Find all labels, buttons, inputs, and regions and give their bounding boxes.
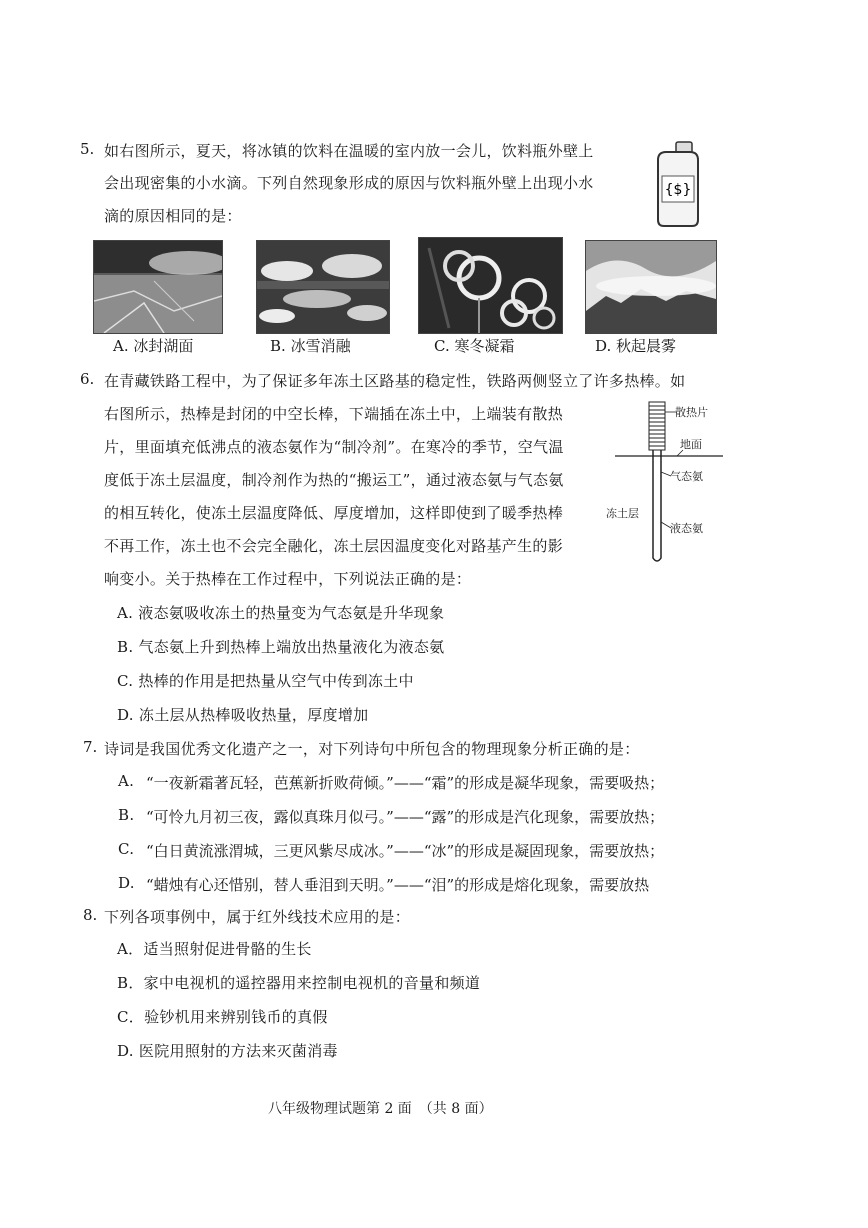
q6-option-b: B. 气态氨上升到热棒上端放出热量液化为液态氨: [117, 638, 445, 656]
q6-line-4: 度低于冻土层温度，制冷剂作为热的“搬运工”，通过液态氨与气态氨: [104, 471, 564, 489]
heat-pipe-diagram: [605, 398, 725, 568]
svg-text:{$}: {$}: [664, 182, 692, 198]
q6-option-c: C. 热棒的作用是把热量从空气中传到冻土中: [117, 672, 414, 690]
label-liquid-ammonia: 液态氨: [670, 522, 703, 535]
q6-option-d: D. 冻土层从热棒吸收热量，厚度增加: [117, 706, 369, 724]
q8-option-b: B．家中电视机的遥控器用来控制电视机的音量和频道: [117, 974, 481, 992]
q7-option-c-letter: C.: [118, 840, 135, 858]
q6-line-2: 右图所示，热棒是封闭的中空长棒，下端插在冻土中，上端装有散热: [104, 405, 564, 423]
label-fins: 散热片: [675, 406, 708, 419]
q7-option-b-letter: B.: [118, 806, 135, 824]
q7-option-b-text: “可怜九月初三夜，露似真珠月似弓。”——“露”的形成是汽化现象，需要放热；: [146, 808, 665, 826]
q6-number: 6.: [80, 370, 95, 388]
q6-option-a: A. 液态氨吸收冻土的热量变为气态氨是升华现象: [117, 604, 445, 622]
q8-option-d: D. 医院用照射的方法来灭菌消毒: [117, 1042, 338, 1060]
q5-option-b: B. 冰雪消融: [270, 337, 351, 355]
q5-line-1: 如右图所示，夏天，将冰镇的饮料在温暖的室内放一会儿，饮料瓶外壁上: [104, 142, 594, 160]
q6-line-5: 的相互转化，使冻土层温度降低、厚度增加，这样即使到了暖季热棒: [104, 504, 564, 522]
q5-option-c: C. 寒冬凝霜: [434, 337, 515, 355]
q7-option-a-letter: A.: [118, 772, 135, 790]
q7-option-d-text: “蜡烛有心还惜别，替人垂泪到天明。”——“泪”的形成是熔化现象，需要放热: [146, 876, 650, 894]
q5-number: 5.: [80, 140, 95, 158]
q6-line-3: 片，里面填充低沸点的液态氨作为“制冷剂”。在寒冷的季节，空气温: [104, 438, 564, 456]
label-ground: 地面: [680, 438, 702, 451]
photo-morning-fog: [585, 240, 717, 334]
q5-line-3: 滴的原因相同的是：: [104, 207, 242, 225]
label-frozen-layer: 冻土层: [606, 507, 639, 520]
photo-frost: [418, 237, 563, 334]
q8-number: 8.: [83, 906, 98, 924]
q5-option-d: D. 秋起晨雾: [595, 337, 677, 355]
q5-line-2: 会出现密集的小水滴。下列自然现象形成的原因与饮料瓶外壁上出现小水: [104, 174, 594, 192]
q6-line-7: 响变小。关于热棒在工作过程中，下列说法正确的是：: [104, 570, 472, 588]
q7-option-a-text: “一夜新霜著瓦轻，芭蕉新折败荷倾。”——“霜”的形成是凝华现象，需要吸热；: [146, 774, 665, 792]
photo-frozen-lake: [93, 240, 223, 334]
page-footer: 八年级物理试题第 2 面 （共 8 面）: [268, 1101, 493, 1117]
q6-line-1: 在青藏铁路工程中，为了保证多年冻土区路基的稳定性，铁路两侧竖立了许多热棒。如: [104, 372, 686, 390]
q8-option-a: A．适当照射促进骨骼的生长: [117, 940, 312, 958]
q5-option-a: A. 冰封湖面: [113, 337, 194, 355]
q6-line-6: 不再工作，冻土也不会完全融化，冻土层因温度变化对路基产生的影: [104, 537, 564, 555]
q8-option-c: C．验钞机用来辨别钱币的真假: [117, 1008, 328, 1026]
label-gas-ammonia: 气态氨: [670, 470, 703, 483]
q7-option-c-text: “白日黄流涨渭城，三更风紫尽成冰。”——“冰”的形成是凝固现象，需要放热；: [146, 842, 665, 860]
q7-option-d-letter: D.: [118, 874, 135, 892]
q8-stem: 下列各项事例中，属于红外线技术应用的是：: [104, 908, 411, 926]
q7-stem: 诗词是我国优秀文化遗产之一，对下列诗句中所包含的物理现象分析正确的是：: [104, 740, 640, 758]
q7-number: 7.: [83, 738, 98, 756]
drink-bottle-illustration: [652, 140, 702, 228]
photo-melting-snow: [256, 240, 390, 334]
